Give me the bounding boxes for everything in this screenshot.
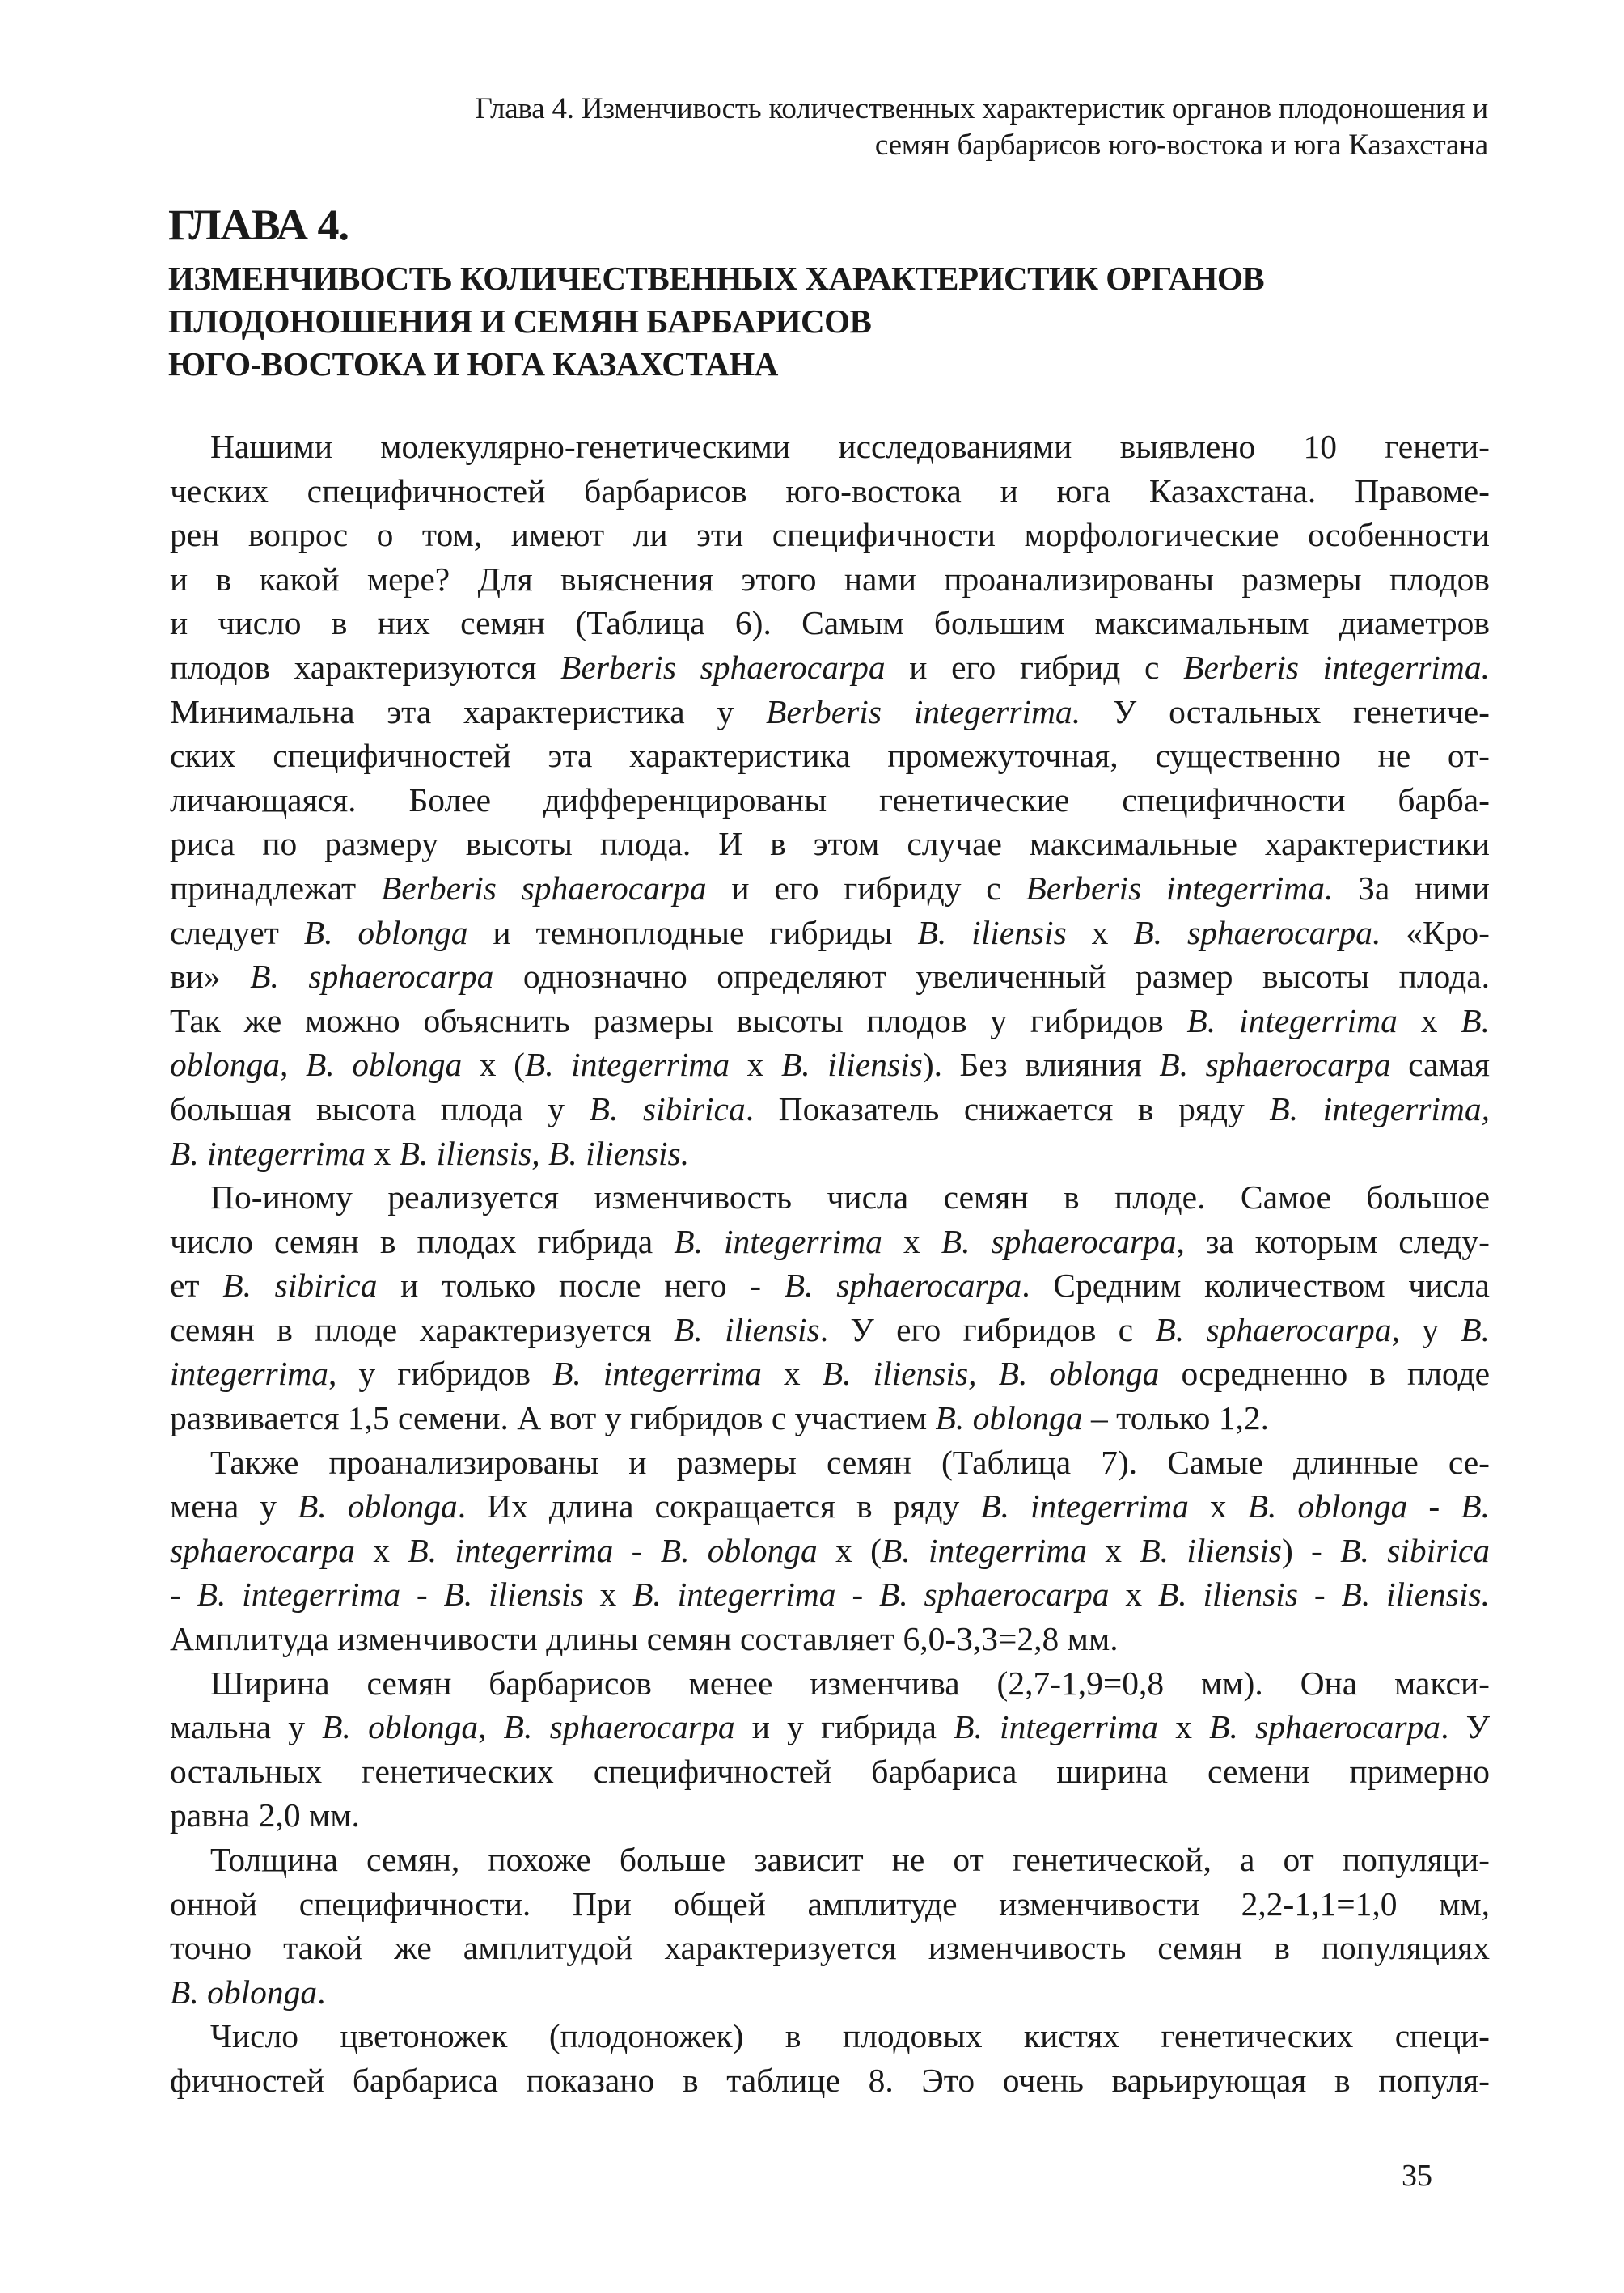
text-segment: . Средним количеством числа [1021, 1267, 1490, 1305]
species-name: B. sphaerocarpa [941, 1222, 1177, 1260]
text-segment: Так же можно объяснить размеры высоты плодов у гибридов [170, 1001, 1187, 1039]
species-name: B. iliensis [674, 1310, 820, 1348]
species-name: B. sphaerocarpa [1209, 1708, 1441, 1746]
text-segment: остальных генетических специфичностей барбариса ширина семени примерно [170, 1752, 1490, 1790]
text-segment: принадлежат [170, 869, 381, 907]
species-name: B. sphaerocarpa. [1133, 913, 1381, 951]
running-head-line: Глава 4. Изменчивость количественных характеристик органов плодоношения и [475, 92, 1488, 125]
text-line [170, 469, 1490, 514]
species-name: B. sibirica [222, 1267, 378, 1305]
text-segment: ческих специфичностей барбарисов юго-востока и юга Казахстана. Правоме- [170, 472, 1490, 510]
chapter-label: ГЛАВА 4. [168, 201, 349, 249]
text-line [170, 1175, 1490, 1220]
species-name: B. sphaerocarpa [784, 1267, 1022, 1305]
text-line [170, 1572, 1490, 1617]
text-segment: большая высота плода у [170, 1089, 590, 1127]
text-line [170, 999, 1490, 1043]
text-line [170, 734, 1490, 778]
text-segment: Амплитуда изменчивости длины семян составляет 6,0-3,3=2,8 мм. [170, 1620, 1119, 1658]
text-segment: - [170, 1576, 197, 1614]
text-segment: равна 2,0 мм. [170, 1796, 360, 1834]
text-line [170, 1220, 1490, 1264]
text-segment: Толщина семян, похоже больше зависит не от генетической, а от популяци- [210, 1841, 1490, 1878]
species-name: B. iliensis [917, 913, 1067, 951]
species-name: Berberis sphaerocarpa [560, 648, 886, 686]
text-segment: однозначно определяют увеличенный размер высоты плода. [493, 958, 1490, 996]
page-number: 35 [1402, 2159, 1432, 2193]
species-name: B. oblonga [170, 1973, 318, 2011]
text-segment: . Их длина сокращается в ряду [457, 1487, 981, 1525]
chapter-title [168, 257, 1495, 386]
text-segment: х [882, 1222, 941, 1260]
species-name: sphaerocarpa [170, 1531, 355, 1569]
text-segment: , у гибридов [328, 1355, 553, 1393]
species-name: B. iliensis, B. oblonga [822, 1355, 1160, 1393]
text-segment: - [835, 1576, 879, 1614]
species-name: B. iliensis [1140, 1531, 1282, 1569]
text-line [170, 1441, 1490, 1485]
text-segment: . Показатель снижается в ряду [745, 1089, 1270, 1127]
text-segment: и его гибрид с [885, 648, 1184, 686]
species-name: Berberis integerrima. [1026, 869, 1334, 907]
text-segment: число семян в плодах гибрида [170, 1222, 675, 1260]
text-segment: мена у [170, 1487, 298, 1525]
text-line [170, 513, 1490, 557]
species-name: Berberis integerrima. [1183, 648, 1491, 686]
text-segment: х ( [817, 1531, 882, 1569]
text-segment: Нашими молекулярно-генетическими исследованиями выявлено 10 генети- [210, 428, 1490, 465]
text-segment: х [1086, 1531, 1140, 1569]
text-segment: За ними [1333, 869, 1490, 907]
species-name: Berberis integerrima. [766, 692, 1081, 730]
text-line [170, 2058, 1490, 2103]
text-line [170, 1263, 1490, 1308]
text-segment: риса по размеру высоты плода. И в этом случае максимальные характеристики [170, 825, 1490, 863]
text-line [170, 425, 1490, 469]
species-name: Berberis sphaerocarpa [380, 869, 707, 907]
text-line [170, 911, 1490, 955]
species-name: B. sphaerocarpa [250, 958, 494, 996]
text-segment: ). Без влияния [922, 1046, 1160, 1084]
text-segment: . У [1440, 1708, 1491, 1746]
species-name: B. sphaerocarpa [1159, 1046, 1391, 1084]
species-name: B. oblonga [660, 1531, 818, 1569]
text-line [170, 1705, 1490, 1749]
species-name: B. [1461, 1487, 1490, 1525]
text-segment: и только после него - [377, 1267, 785, 1305]
text-segment: По-иному реализуется изменчивость числа семян в плоде. Самое большое [210, 1178, 1490, 1216]
species-name: B. integerrima [980, 1487, 1189, 1525]
text-segment: семян в плоде характеризуется [170, 1310, 675, 1348]
text-segment: Ширина семян барбарисов менее изменчива (2,7-1,9=0,8 мм). Она макси- [210, 1664, 1490, 1702]
text-segment: - [400, 1576, 444, 1614]
text-segment: – только 1,2. [1082, 1399, 1270, 1437]
text-line [170, 822, 1490, 866]
text-line [170, 690, 1490, 734]
text-segment: Число цветоножек (плодоножек) в плодовых кистях генетических специ- [210, 2017, 1490, 2055]
text-segment: и темноплодные гибриды [467, 913, 918, 951]
text-segment: развивается 1,5 семени. А вот у гибридов с участием [170, 1399, 936, 1437]
species-name: B. iliensis. [1341, 1576, 1490, 1614]
text-segment: х [583, 1576, 633, 1614]
text-line [170, 1749, 1490, 1794]
species-name: B. sphaerocarpa [1155, 1310, 1392, 1348]
text-segment: х ( [462, 1046, 525, 1084]
text-segment: - [1298, 1576, 1342, 1614]
species-name: B. oblonga [1247, 1487, 1408, 1525]
text-line [170, 1926, 1490, 1970]
text-line [170, 778, 1490, 823]
text-segment: . [317, 1973, 326, 2011]
text-line [170, 1661, 1490, 1706]
text-line [170, 2014, 1490, 2058]
species-name: B. [1461, 1001, 1490, 1039]
text-segment: х [1066, 913, 1134, 951]
text-line [170, 601, 1490, 645]
text-segment: фичностей барбариса показано в таблице 8. Это очень варьирующая в популя- [170, 2061, 1490, 2099]
text-segment: . У его гибридов с [819, 1310, 1156, 1348]
text-line [170, 557, 1490, 602]
text-line [170, 954, 1490, 999]
text-segment: и число в них семян (Таблица 6). Самым большим максимальным диаметров [170, 604, 1490, 642]
species-name: B. integerrima [170, 1134, 366, 1172]
species-name: B. iliensis [780, 1046, 923, 1084]
text-segment: х [761, 1355, 823, 1393]
species-name: B. oblonga [303, 913, 468, 951]
text-segment: ви» [170, 958, 251, 996]
species-name: B. oblonga [935, 1399, 1083, 1437]
text-line [170, 866, 1490, 911]
species-name: B. oblonga [298, 1487, 458, 1525]
text-segment: онной специфичности. При общей амплитуде изменчивости 2,2-1,1=1,0 мм, [170, 1885, 1490, 1923]
species-name: B. iliensis [443, 1576, 584, 1614]
text-line [170, 1352, 1490, 1396]
text-segment: ) - [1281, 1531, 1341, 1569]
running-head [243, 91, 1488, 163]
text-segment: самая [1390, 1046, 1490, 1084]
text-segment: мальна у [170, 1708, 323, 1746]
text-segment: х [1397, 1001, 1461, 1039]
text-segment: - [1407, 1487, 1461, 1525]
text-segment: Минимальна эта характеристика у [170, 692, 767, 730]
text-segment: ских специфичностей эта характеристика промежуточная, существенно не от- [170, 737, 1490, 775]
species-name: integerrima [170, 1355, 328, 1393]
text-segment: и в какой мере? Для выяснения этого нами проанализированы размеры плодов [170, 560, 1490, 598]
species-name: B. iliensis [1157, 1576, 1299, 1614]
text-line [170, 1838, 1490, 1882]
species-name: B. integerrima [197, 1576, 401, 1614]
text-segment: личающаяся. Более дифференцированы генетические специфичности барба- [170, 781, 1490, 819]
text-line [170, 1970, 1490, 2015]
species-name: B. [1461, 1310, 1490, 1348]
chapter-title-line: ЮГО-ВОСТОКА И ЮГА КАЗАХСТАНА [168, 345, 778, 383]
text-line [170, 645, 1490, 690]
species-name: B. iliensis, B. iliensis. [399, 1134, 690, 1172]
text-segment: х [355, 1531, 408, 1569]
species-name: B. integerrima [674, 1222, 882, 1260]
species-name: B. integerrima [954, 1708, 1159, 1746]
species-name: B. sphaerocarpa [503, 1708, 735, 1746]
text-segment: осредненно в плоде [1159, 1355, 1491, 1393]
species-name: B. sphaerocarpa [878, 1576, 1110, 1614]
text-segment: х [1188, 1487, 1248, 1525]
text-segment: и его гибриду с [706, 869, 1026, 907]
running-head-line: семян барбарисов юго-востока и юга Казахстана [874, 129, 1488, 162]
species-name: B. integerrima [524, 1046, 730, 1084]
text-segment: рен вопрос о том, имеют ли эти специфичности морфологические особенности [170, 516, 1490, 554]
species-name: B. oblonga [322, 1708, 479, 1746]
text-segment: х [366, 1134, 400, 1172]
text-segment: х [1109, 1576, 1158, 1614]
text-segment: следует [170, 913, 304, 951]
text-segment: х [730, 1046, 781, 1084]
species-name: B. sibirica [1340, 1531, 1491, 1569]
text-segment: У остальных генетиче- [1081, 692, 1490, 730]
body-text [170, 425, 1490, 2103]
text-line [170, 1484, 1490, 1529]
chapter-title-line: ИЗМЕНЧИВОСТЬ КОЛИЧЕСТВЕННЫХ ХАРАКТЕРИСТИК ОРГАНОВ [168, 260, 1265, 297]
text-segment: , [478, 1708, 504, 1746]
text-segment: и у гибрида [734, 1708, 954, 1746]
text-segment: «Кро- [1381, 913, 1491, 951]
text-segment: плодов характеризуются [170, 648, 561, 686]
species-name: B. integerrima [408, 1531, 614, 1569]
text-segment: , у [1391, 1310, 1461, 1348]
text-line [170, 1882, 1490, 1927]
text-line [170, 1793, 1490, 1838]
text-segment: Также проанализированы и размеры семян (Таблица 7). Самые длинные се- [210, 1443, 1490, 1481]
text-line [170, 1308, 1490, 1352]
text-line [170, 1529, 1490, 1573]
text-line [170, 1087, 1490, 1132]
text-line [170, 1043, 1490, 1087]
text-segment: , за которым следу- [1176, 1222, 1490, 1260]
species-name: B. sibirica [589, 1089, 746, 1127]
text-segment: х [1158, 1708, 1210, 1746]
text-line [170, 1396, 1490, 1441]
species-name: B. integerrima [881, 1531, 1087, 1569]
chapter-title-line: ПЛОДОНОШЕНИЯ И СЕМЯН БАРБАРИСОВ [168, 302, 872, 340]
text-line [170, 1617, 1490, 1661]
text-segment: ет [170, 1267, 223, 1305]
species-name: B. integerrima [1186, 1001, 1398, 1039]
text-segment: - [613, 1531, 661, 1569]
species-name: B. integerrima, [1269, 1089, 1490, 1127]
species-name: B. integerrima [552, 1355, 762, 1393]
species-name: B. integerrima [632, 1576, 836, 1614]
species-name: oblonga, B. oblonga [170, 1046, 463, 1084]
text-segment: точно такой же амплитудой характеризуется изменчивость семян в популяциях [170, 1929, 1490, 1967]
text-line [170, 1132, 1490, 1176]
